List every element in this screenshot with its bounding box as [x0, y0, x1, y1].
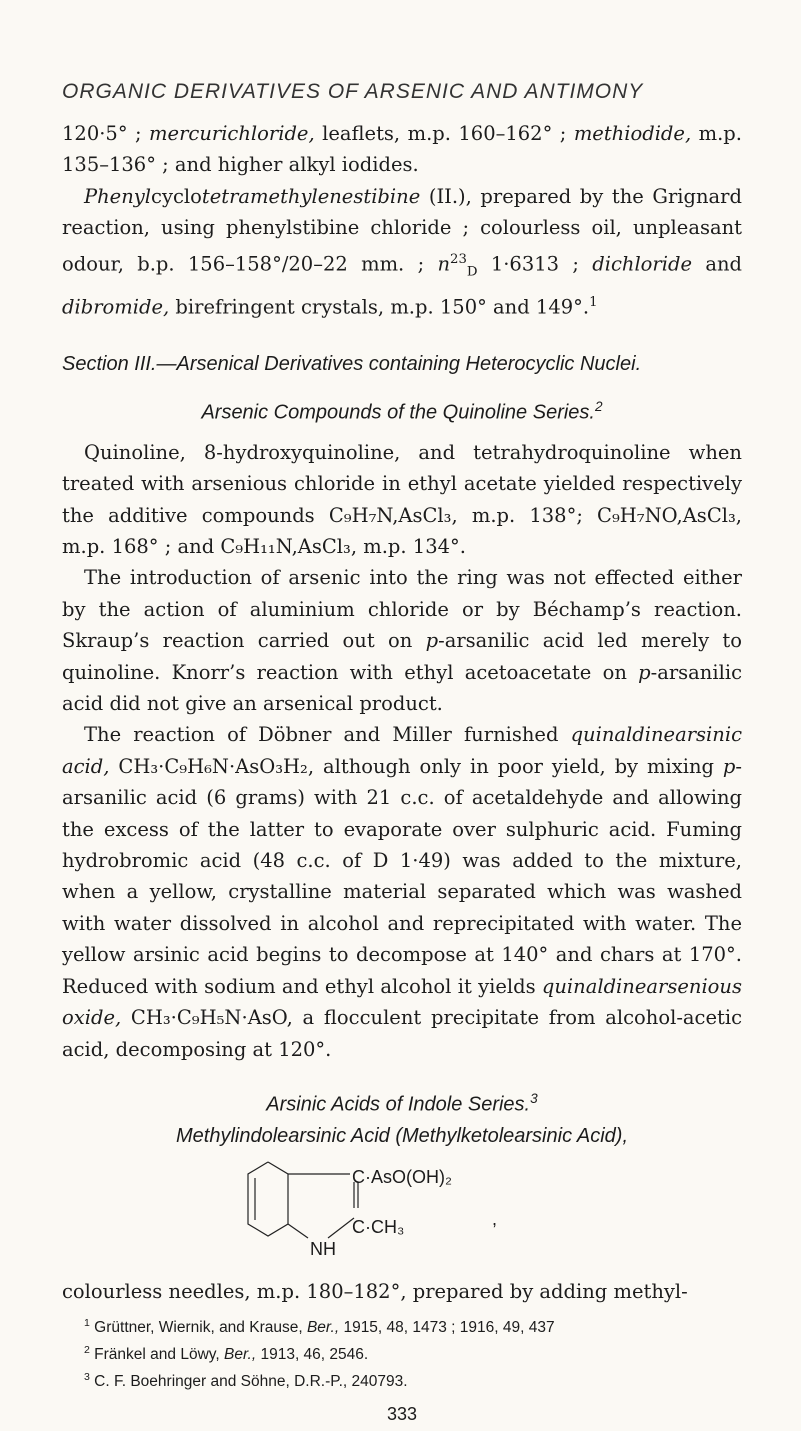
temperature-sup: 23: [450, 251, 467, 267]
d-line-sub: D: [466, 264, 478, 280]
formula-arsonic-group: C·AsO(OH)₂: [352, 1167, 452, 1188]
subheading-text: Arsenic Compounds of the Quinoline Series.: [201, 401, 595, 424]
subheading-quinoline: [62, 391, 742, 429]
paragraph-6: colourless needles, m.p. 180–182°, prepared by adding methyl-: [62, 1280, 688, 1304]
footnote-text: C. F. Boehringer and Söhne, D.R.-P., 240793.: [94, 1373, 408, 1391]
text: The introduction of arsenic into the ring was not effected either by the action of aluminium chloride or by Béchamp’s reaction. Skraup’s reaction carried out on: [62, 566, 742, 653]
footnote-1: [62, 1312, 742, 1339]
compound-name: dibromide,: [62, 295, 170, 319]
running-header: ORGANIC DERIVATIVES OF ARSENIC AND ANTIMONY: [62, 80, 644, 103]
compound-name: cyclo: [151, 184, 202, 208]
paragraph-5: [62, 719, 742, 1064]
text: CH₃·C₉H₅N·AsO, a flocculent precipitate from alcohol-acetic acid, decomposing at 120°.: [62, 1006, 742, 1061]
compound-name: Phenyl: [84, 184, 152, 208]
refractive-index: n: [437, 252, 451, 276]
subheading-indole: [62, 1083, 742, 1121]
footnote-ref: 3: [530, 1090, 538, 1106]
formula-nh: NH: [310, 1239, 336, 1260]
text: and: [692, 252, 742, 276]
footnote-citation: 1915, 48, 1473 ; 1916, 49, 437: [339, 1318, 555, 1336]
footnote-text: Grüttner, Wiernik, and Krause,: [94, 1318, 307, 1336]
footnote-2: [62, 1339, 742, 1366]
indole-ring-drawing: [242, 1154, 362, 1264]
text: 120·5° ;: [62, 122, 150, 145]
footnote-number: 3: [84, 1371, 90, 1384]
footnote-text: Fränkel and Löwy,: [94, 1346, 224, 1364]
paragraph-3: Quinoline, 8-hydroxyquinoline, and tetrahydroquinoline when treated with arsenious chloride in ethyl acetate yielded respectively the additive compounds C₉H₇N,AsCl₃, m.p. 138°; C₉H₇NO,AsCl₃, m.p. 168° ; and C₉H₁₁N,AsCl₃, m.p. 134°.: [62, 440, 742, 559]
subheading-compound: Methylindolearsinic Acid (Methylketolearsinic Acid),: [175, 1124, 629, 1147]
page-body: [62, 118, 742, 1431]
paragraph-1: [62, 118, 742, 181]
section-heading: Section III.—Arsenical Derivatives containing Heterocyclic Nuclei.: [62, 353, 642, 376]
compound-name: quinaldinearsinic acid,: [62, 723, 742, 778]
structural-formula: [62, 1154, 742, 1274]
journal: Ber.,: [223, 1346, 257, 1364]
compound-name: methiodide,: [573, 122, 692, 145]
compound-name: mercurichloride,: [149, 122, 315, 145]
footnotes: [62, 1312, 742, 1393]
text: birefringent crystals, m.p. 150° and 149°.: [169, 295, 590, 319]
subheading-text: Arsinic Acids of Indole Series.: [266, 1093, 531, 1116]
footnote-number: 2: [84, 1343, 90, 1356]
text: -arsanilic acid led merely to quinoline. Knorr’s reaction with ethyl acetoacetate on: [62, 629, 742, 684]
footnote-3: [62, 1366, 742, 1393]
formula-methyl-group: C·CH₃: [352, 1217, 405, 1238]
footnote-citation: 1913, 46, 2546.: [256, 1346, 369, 1364]
text: -arsanilic acid did not give an arsenical product.: [62, 660, 742, 716]
compound-name: tetramethylenestibine: [201, 184, 421, 208]
footnote-ref: 2: [594, 398, 603, 414]
paragraph-2: [62, 181, 742, 324]
page-number: 333: [386, 1404, 418, 1425]
footnote-ref: 1: [589, 295, 598, 311]
compound-name: dichloride: [592, 252, 693, 276]
journal: Ber.,: [306, 1318, 340, 1336]
text: -arsanilic acid (6 grams) with 21 c.c. of acetaldehyde and allowing the excess of the latter to evaporate over sulphuric acid. Fuming hydrobromic acid (48 c.c. of D 1·49) was added to the mixture, when a yellow, crystalline material separated which was washed with water dissolved in alcohol and reprecipitated with water. The yellow arsinic acid begins to decompose at 140° and chars at 170°. Reduced with sodium and ethyl alcohol it yields: [62, 754, 742, 998]
text: (II.), prepared by the Grignard reaction, using phenylstibine chloride ; colourless oil, unpleasant odour, b.p. 156–158°/20–22 mm. ;: [62, 184, 742, 276]
formula-comma: ,: [492, 1209, 498, 1230]
footnote-number: 1: [84, 1316, 90, 1329]
text: The reaction of Döbner and Miller furnished: [84, 723, 571, 747]
text: CH₃·C₉H₆N·AsO₃H₂, although only in poor yield, by mixing: [109, 754, 723, 778]
para-prefix: p: [425, 629, 439, 653]
text: 1·6313 ;: [477, 252, 593, 276]
para-prefix: p: [638, 660, 651, 684]
para-prefix: p: [722, 754, 736, 778]
paragraph-4: [62, 562, 742, 719]
text: leaflets, m.p. 160–162° ;: [314, 122, 574, 145]
text: m.p. 135–136° ; and higher alkyl iodides.: [62, 122, 742, 177]
compound-name: quinaldinearsenious oxide,: [62, 974, 742, 1030]
